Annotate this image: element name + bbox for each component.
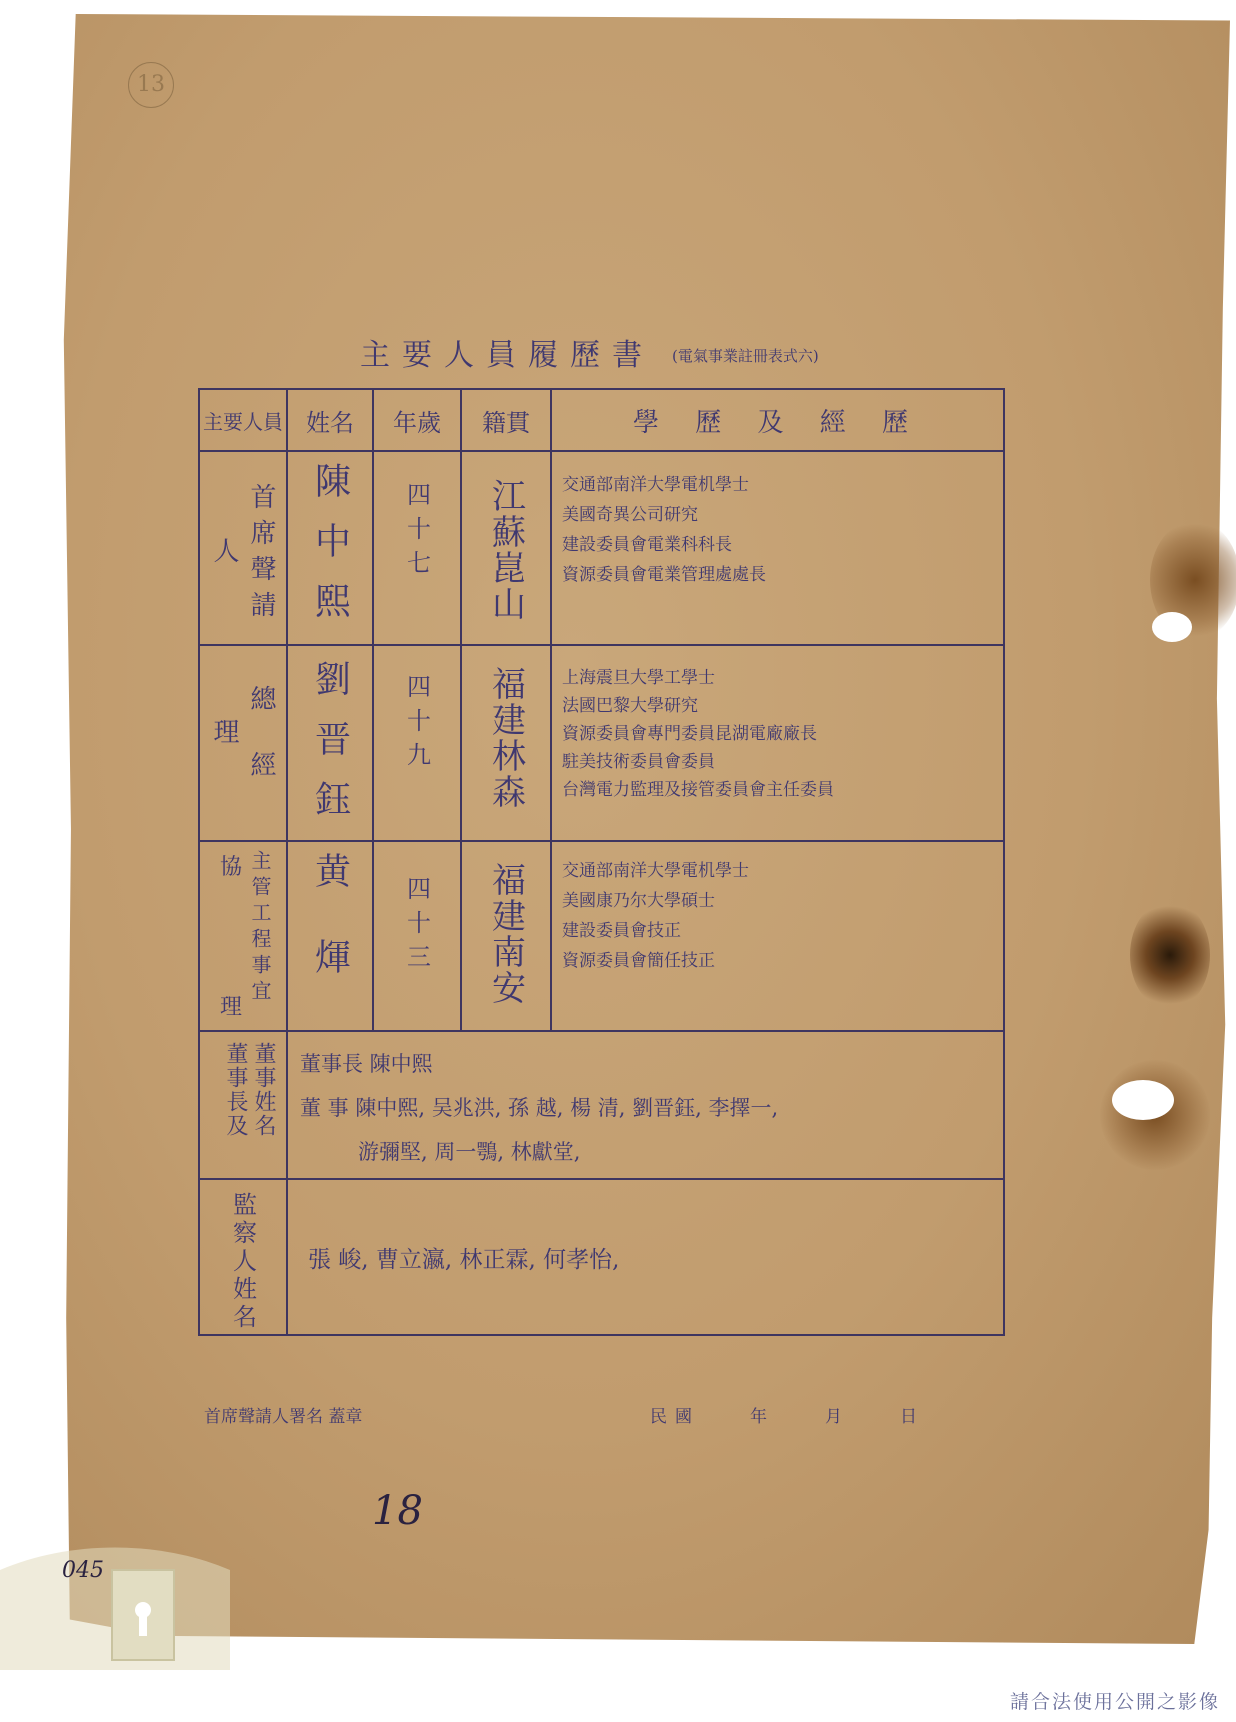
name-text: 陳中熙 [309,462,351,642]
role-prefix: 協 [220,855,243,880]
age-cell [373,451,461,645]
supervisors-label: 監察人姓名 [228,1192,257,1332]
experience-line: 美國奇異公司研究 [562,505,698,525]
watermark-text: 請合法使用公開之影像 [1009,1691,1220,1713]
age-cell [373,645,461,841]
name-cell [287,645,373,841]
name-text: 黄煇 [309,852,351,1024]
experience-line: 建設委員會技正 [562,921,681,941]
directors-line: 游彌堅, 周一鶚, 林獻堂, [358,1140,581,1164]
handwritten-archive-number: 045 [62,1558,104,1583]
age-cell [373,841,461,1031]
role-main: 主管工程事宜 [248,850,272,1006]
experience-line: 建設委員會電業科科長 [562,535,732,555]
table-row [199,645,1004,841]
role-cell [199,451,287,645]
role-text: 總經理 [209,685,276,817]
name-cell [287,451,373,645]
experience-line: 交通部南洋大學電机學士 [562,475,749,495]
table-row [199,451,1004,645]
native-cell [461,645,551,841]
binding-hole [1152,612,1192,642]
header-row [199,389,1004,451]
directors-label-col1: 董事長及 [223,1042,248,1138]
archive-logo-keyhole-slot [139,1614,147,1636]
directors-label-cell [199,1031,287,1179]
experience-cell [551,645,1004,841]
supervisors-label-cell [199,1179,287,1335]
binding-hole [1112,1080,1174,1120]
experience-cell [551,451,1004,645]
role-text: 首席聲請人 [209,483,276,627]
native-text: 福建南安 [485,862,526,1006]
experience-line: 駐美技術委員會委員 [562,752,715,772]
header-age: 年歲 [373,389,461,451]
date-label: 民國 年 月 日 [650,1407,925,1427]
handwritten-sheet-number: 18 [372,1488,423,1534]
experience-line: 上海震旦大學工學士 [562,668,715,688]
supervisors-names: 張 峻, 曹立瀛, 林正霖, 何孝怡, [308,1246,620,1273]
native-cell [461,841,551,1031]
burn-mark [1130,900,1210,1010]
directors-line: 董 事 陳中熙, 吴兆洪, 孫 越, 楊 清, 劉晋鈺, 李擇一, [300,1096,779,1120]
page-number-circle: 13 [128,62,174,108]
archive-logo [0,1530,240,1670]
header-native: 籍貫 [461,389,551,451]
signature-label: 首席聲請人署名 蓋章 [204,1407,363,1427]
header-role: 主要人員 [199,389,287,451]
experience-line: 台灣電力監理及接管委員會主任委員 [562,780,834,800]
personnel-table [198,388,1005,1336]
directors-label-col2: 董事姓名 [251,1042,276,1138]
experience-line: 資源委員會簡任技正 [562,951,715,971]
experience-line: 資源委員會專門委員昆湖電廠廠長 [562,724,817,744]
name-text: 劉晋鈺 [309,660,351,840]
native-cell [461,451,551,645]
directors-row [199,1031,1004,1179]
role-cell [199,645,287,841]
experience-cell [551,841,1004,1031]
role-suffix: 理 [220,995,243,1020]
experience-line: 資源委員會電業管理處處長 [562,565,766,585]
chairman-line: 董事長 陳中熙 [300,1052,433,1076]
age-text: 四十七 [402,482,431,584]
supervisors-cell [287,1179,1004,1335]
directors-cell [287,1031,1004,1179]
experience-line: 法國巴黎大學研究 [562,696,698,716]
header-name: 姓名 [287,389,373,451]
experience-line: 美國康乃尔大學碩士 [562,891,715,911]
age-text: 四十九 [402,674,431,776]
native-text: 江蘇崑山 [485,478,526,622]
header-experience: 學 歷 及 經 歷 [551,389,1004,451]
age-text: 四十三 [402,876,431,978]
supervisors-row [199,1179,1004,1335]
table-row [199,841,1004,1031]
experience-line: 交通部南洋大學電机學士 [562,861,749,881]
form-title: 主要人員履歷書 [360,338,654,373]
native-text: 福建林森 [485,666,526,810]
role-cell [199,841,287,1031]
form-subtitle: (電氣事業註冊表式六) [672,347,819,365]
name-cell [287,841,373,1031]
